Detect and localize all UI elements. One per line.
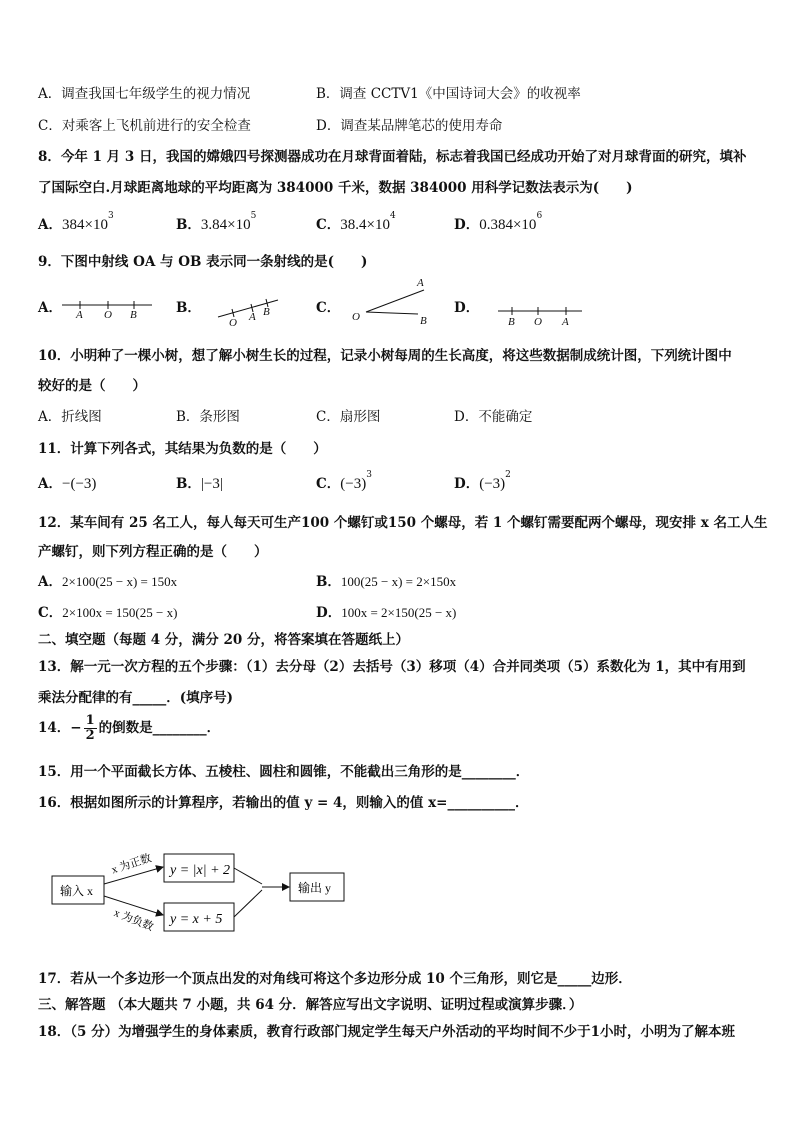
q12-option-d: D．100x = 2×150(25 − x) <box>316 605 457 621</box>
q14-stem: 14．− $\frac{1}{2}$ 的倒数是________． <box>38 713 221 743</box>
section-2-heading: 二、填空题（每题 4 分，满分 20 分，将答案填在答题纸上） <box>38 632 409 648</box>
q11-option-c: C．$(-3)^3$ <box>316 470 372 492</box>
q16-join-upper <box>234 868 262 884</box>
q9-ray-figures <box>0 270 794 330</box>
q9-option-a-label: A． <box>38 300 62 316</box>
q10-option-b: B．条形图 <box>176 409 240 425</box>
q8-stem-line1: 8．今年 1 月 3 日，我国的嫦娥四号探测器成功在月球背面着陆，标志着我国已经成功开始了对月球背面的研究，填补 <box>38 149 747 165</box>
svg-text:B: B <box>130 309 137 321</box>
q12-option-b: B．100(25 − x) = 2×150x <box>316 574 457 590</box>
q8-option-a: A．$384\times 10^3$ <box>38 211 114 233</box>
q8-stem-line2: 了国际空白.月球距离地球的平均距离为 384000 千米，数据 384000 用科学记数法表示为( ) <box>38 180 633 196</box>
q8-option-b: B．$3.84\times 10^5$ <box>176 211 257 233</box>
q12-option-a: A．2×100(25 − x) = 150x <box>38 574 178 590</box>
q9-option-d-label: D． <box>454 300 480 316</box>
q8-option-c: C．$38.4\times 10^4$ <box>316 211 396 233</box>
q10-option-d: D．不能确定 <box>454 409 533 425</box>
q16-flowchart <box>0 840 794 940</box>
q9-figure-d <box>498 307 582 328</box>
svg-text:B: B <box>508 316 515 328</box>
q7-option-b: B．调查 CCTV1《中国诗词大会》的收视率 <box>316 86 581 102</box>
q14-fraction: $\frac{1}{2}$ <box>85 713 95 743</box>
q13-stem-line1: 13．解一元一次方程的五个步骤：（1）去分母（2）去括号（3）移项（4）合并同类项（5）系数化为 1，其中有用到 <box>38 659 746 675</box>
q7-option-a: A．调查我国七年级学生的视力情况 <box>38 86 251 102</box>
q9-figure-c <box>352 277 427 327</box>
q12-stem-line1: 12．某车间有 25 名工人，每人每天可生产100 个螺钉或150 个螺母，若 1 个螺钉需要配两个螺母，现安排 x 名工人生 <box>38 515 768 531</box>
q9-option-c-label: C． <box>316 300 341 316</box>
q9-figure-b <box>218 299 278 329</box>
svg-text:y = |x| + 2: y = |x| + 2 <box>170 863 231 878</box>
q10-stem-line1: 10．小明种了一棵小树，想了解小树生长的过程，记录小树每周的生长高度，将这些数据制成统计图，下列统计图中 <box>38 348 732 364</box>
q7-option-d: D．调查某品牌笔芯的使用寿命 <box>316 118 503 134</box>
q10-option-c: C．扇形图 <box>316 409 381 425</box>
svg-text:O: O <box>229 317 237 329</box>
svg-text:A: A <box>417 277 424 289</box>
q8-option-d: D．$0.384\times 10^6$ <box>454 211 543 233</box>
q10-option-a: A．折线图 <box>38 409 102 425</box>
svg-text:A: A <box>76 309 83 321</box>
q11-option-b: B．|−3| <box>176 476 223 492</box>
svg-text:B: B <box>263 306 270 318</box>
svg-text:输入 x: 输入 x <box>60 884 94 898</box>
q18-stem-line1: 18．（5 分）为增强学生的身体素质，教育行政部门规定学生每天户外活动的平均时间不少于1小时，小明为了解本班 <box>38 1024 736 1040</box>
q11-option-a: A．−(−3) <box>38 476 97 492</box>
svg-text:y = x + 5: y = x + 5 <box>170 912 223 927</box>
q11-stem: 11．计算下列各式，其结果为负数的是（ ） <box>38 441 327 457</box>
svg-text:O: O <box>104 309 112 321</box>
svg-text:O: O <box>534 316 542 328</box>
section-3-heading: 三、解答题 （本大题共 7 小题，共 64 分．解答应写出文字说明、证明过程或演算步骤．） <box>38 997 583 1013</box>
svg-text:B: B <box>420 315 427 327</box>
q12-option-c: C．2×100x = 150(25 − x) <box>38 605 178 621</box>
svg-text:O: O <box>352 311 360 323</box>
q12-stem-line2: 产螺钉，则下列方程正确的是（ ） <box>38 544 268 560</box>
q13-stem-line2: 乘法分配律的有_____．(填序号) <box>38 690 234 706</box>
q17-stem: 17．若从一个多边形一个顶点出发的对角线可将这个多边形分成 10 个三角形，则它是_____边形． <box>38 971 632 987</box>
q16-stem: 16．根据如图所示的计算程序，若输出的值 y = 4，则输入的值 x=__________． <box>38 795 529 811</box>
svg-text:x 为负数: x 为负数 <box>112 906 155 934</box>
svg-text:A: A <box>249 311 256 323</box>
q15-stem: 15．用一个平面截长方体、五棱柱、圆柱和圆锥，不能截出三角形的是________． <box>38 764 530 780</box>
q9-option-b-label: B． <box>176 300 201 316</box>
q16-join-lower <box>234 890 262 917</box>
q9-figure-a <box>62 301 152 321</box>
q10-stem-line2: 较好的是（ ） <box>38 378 146 394</box>
q16-arrow-lower <box>104 896 163 915</box>
q9-stem: 9．下图中射线 OA 与 OB 表示同一条射线的是( ) <box>38 254 368 270</box>
svg-text:x 为正数: x 为正数 <box>110 852 154 877</box>
q11-option-d: D．$(-3)^2$ <box>454 470 511 492</box>
svg-text:输出 y: 输出 y <box>298 881 332 895</box>
svg-text:A: A <box>562 316 569 328</box>
q7-option-c: C．对乘客上飞机前进行的安全检查 <box>38 118 251 134</box>
